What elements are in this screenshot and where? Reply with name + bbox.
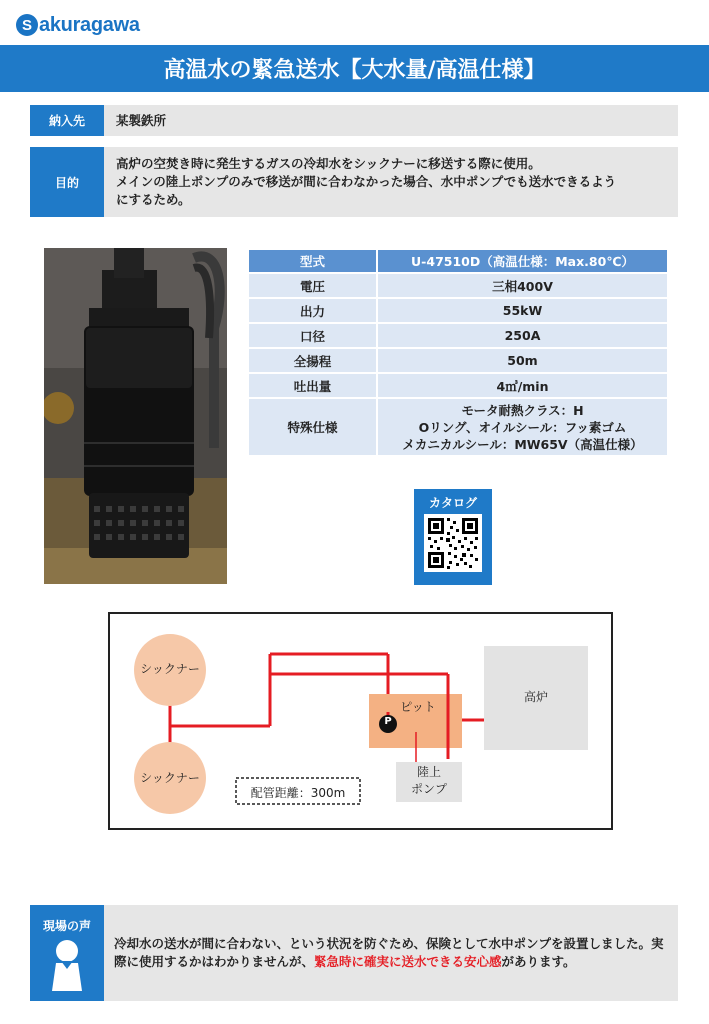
- spec-header-row: [248, 249, 668, 273]
- delivery-label: 納入先: [30, 105, 104, 136]
- voice-text-highlight: 緊急時に確実に送水できる安心感: [314, 954, 502, 969]
- logo-text: akuragawa: [39, 13, 140, 36]
- spec-value: 250A: [377, 323, 668, 348]
- furnace-label: 高炉: [523, 690, 548, 704]
- piping-diagram-svg: [110, 614, 611, 828]
- pit-label: ピット: [400, 700, 436, 714]
- catalog-qr-card[interactable]: [414, 489, 492, 585]
- spec-value: 4㎥/min: [377, 373, 668, 398]
- spec-key: 電圧: [248, 273, 377, 298]
- pump-photo-illustration: [44, 248, 227, 584]
- spec-value: 55kW: [377, 298, 668, 323]
- spec-key: 特殊仕様: [248, 398, 377, 456]
- thickener-label-1: シックナー: [140, 662, 200, 676]
- spec-key: 吐出量: [248, 373, 377, 398]
- voice-text-after: があります。: [501, 954, 576, 969]
- page-title: 高温水の緊急送水【大水量/高温仕様】: [0, 45, 709, 92]
- purpose-row: [30, 147, 678, 217]
- land-pump-line: ポンプ: [410, 782, 447, 796]
- purpose-line: 高炉の空焚き時に発生するガスの冷却水をシックナーに移送する際に使用。: [116, 156, 541, 171]
- land-pump-line: 陸上: [416, 765, 441, 779]
- land-pump-label: [396, 764, 462, 798]
- spec-key: 全揚程: [248, 348, 377, 373]
- voice-text: [114, 935, 670, 971]
- voice-text-before: 冷却水の送水が間に合わない、という状況を防ぐため、保険として水中ポンプを設置しました。実際に使用するかはわかりませんが、: [114, 936, 664, 969]
- spec-special-line: メカニカルシール：MW65V（高温仕様）: [402, 436, 643, 452]
- spec-row-special: [248, 398, 668, 456]
- purpose-line: にするため。: [116, 192, 191, 207]
- pump-marker-label: P: [384, 716, 392, 727]
- delivery-value: 某製鉄所: [116, 112, 167, 128]
- piping-diagram: [108, 612, 613, 830]
- spec-special-value: [377, 398, 668, 456]
- spec-row: [248, 348, 668, 373]
- spec-header-key: 型式: [248, 249, 377, 273]
- purpose-line: メインの陸上ポンプのみで移送が間に合わなかった場合、水中ポンプでも送水できるよう: [116, 174, 617, 189]
- company-logo: [16, 10, 140, 40]
- spec-table: [247, 248, 669, 457]
- spec-row: [248, 273, 668, 298]
- speaker-icon: [30, 935, 104, 995]
- spec-row: [248, 323, 668, 348]
- purpose-value: [104, 147, 678, 217]
- spec-value: 三相400V: [377, 273, 668, 298]
- spec-special-line: Oリング、オイルシール：フッ素ゴム: [418, 419, 627, 435]
- customer-voice-section: [30, 905, 678, 1001]
- logo-mark: S: [16, 14, 38, 36]
- spec-header-value: U-47510D（高温仕様：Max.80℃）: [377, 249, 668, 273]
- voice-label: 現場の声: [42, 919, 91, 933]
- spec-row: [248, 373, 668, 398]
- delivery-row: [30, 105, 678, 136]
- pump-photo: [44, 248, 227, 584]
- purpose-label: 目的: [30, 147, 104, 217]
- spec-special-line: モータ耐熱クラス：H: [461, 402, 584, 418]
- spec-key: 口径: [248, 323, 377, 348]
- spec-value: 50m: [377, 348, 668, 373]
- catalog-label: カタログ: [428, 496, 477, 510]
- thickener-label-2: シックナー: [140, 771, 200, 785]
- spec-key: 出力: [248, 298, 377, 323]
- qr-code-icon[interactable]: [424, 514, 482, 572]
- spec-row: [248, 298, 668, 323]
- distance-label: 配管距離：300m: [250, 786, 346, 800]
- voice-label-block: [30, 905, 104, 1001]
